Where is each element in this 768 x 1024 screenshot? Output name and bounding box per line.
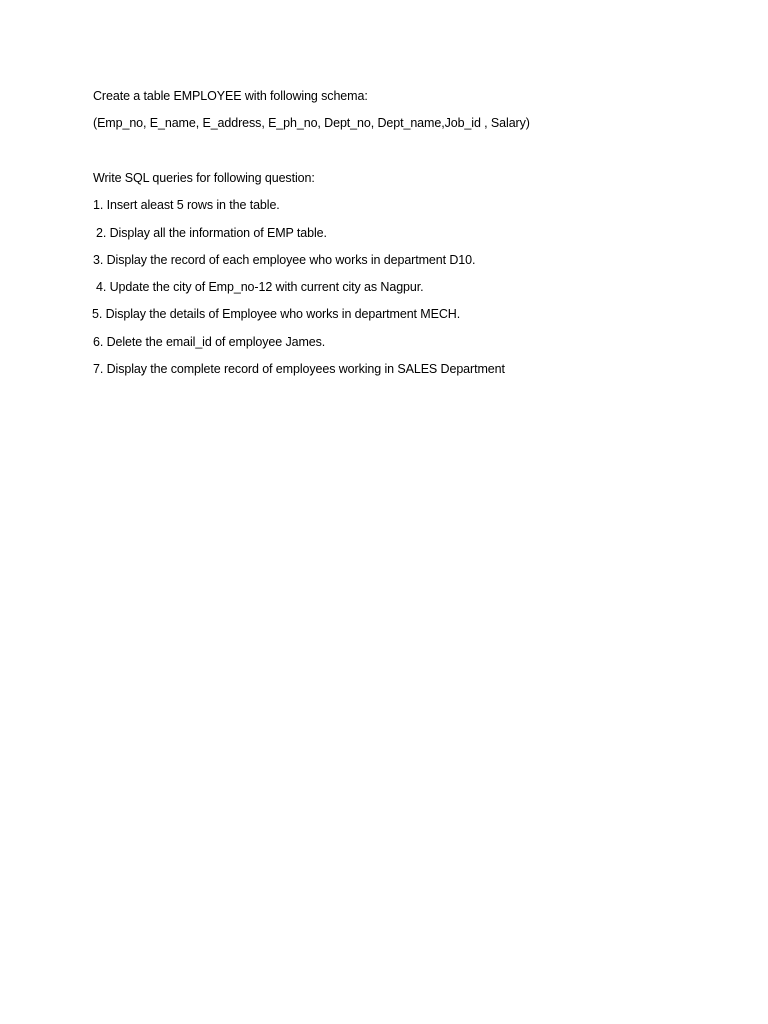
assignment-title: Create a table EMPLOYEE with following schema: (93, 89, 368, 103)
question-2: 2. Display all the information of EMP table. (96, 226, 327, 240)
question-6: 6. Delete the email_id of employee James. (93, 335, 326, 349)
question-4: 4. Update the city of Emp_no-12 with current city as Nagpur. (96, 280, 424, 294)
question-3: 3. Display the record of each employee who works in department D10. (93, 253, 476, 267)
question-1: 1. Insert aleast 5 rows in the table. (93, 198, 280, 212)
question-5: 5. Display the details of Employee who works in department MECH. (92, 307, 461, 321)
question-7: 7. Display the complete record of employees working in SALES Department (93, 362, 505, 376)
instruction-heading: Write SQL queries for following question: (93, 171, 315, 185)
table-schema: (Emp_no, E_name, E_address, E_ph_no, Dept_no, Dept_name,Job_id , Salary) (93, 116, 530, 130)
